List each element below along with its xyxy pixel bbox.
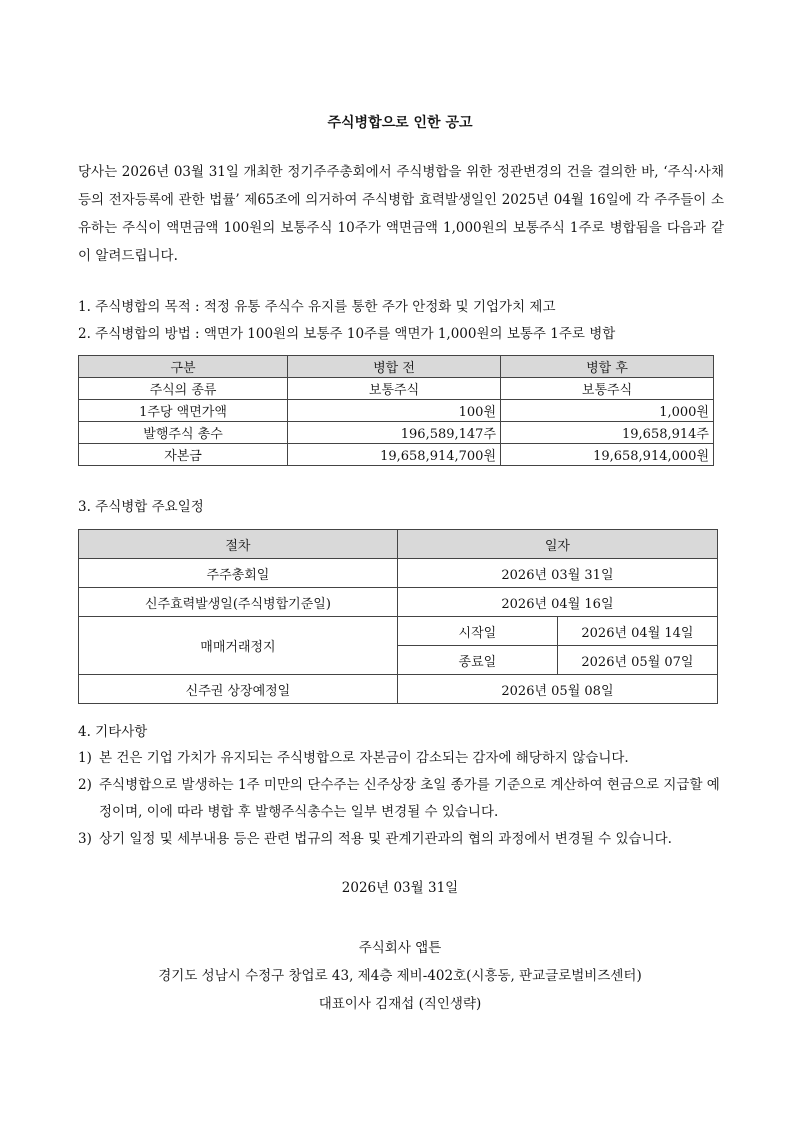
table-row (79, 400, 714, 422)
table-row (79, 444, 714, 466)
date-cell: 2026년 04월 14일 (557, 617, 717, 646)
row-label: 주식의 종류 (79, 378, 288, 400)
before-value: 196,589,147주 (288, 422, 501, 444)
after-value: 19,658,914,000원 (501, 444, 714, 466)
header-date: 일자 (397, 530, 717, 559)
merger-comparison-table (78, 355, 714, 466)
ceo-signature: 대표이사 김재섭 (직인생략) (318, 996, 482, 1012)
table-row (79, 617, 718, 646)
section-other: 4. 기타사항 (78, 724, 148, 740)
item-text: 주식병합으로 발생하는 1주 미만의 단수주는 신주상장 초일 종가를 기준으로 계산하여 현금으로 지급할 예정이며, 이에 따라 병합 후 발행주식총수는 일부 변경될 수 있습니다. (99, 777, 720, 820)
before-value: 100원 (288, 400, 501, 422)
sub-label-cell: 시작일 (397, 617, 557, 646)
notice-date: 2026년 03월 31일 (341, 880, 459, 896)
company-address: 경기도 성남시 수정구 창업로 43, 제4층 제비-402호(시흥동, 판교글로벌비즈센터) (158, 968, 642, 984)
after-value: 19,658,914주 (501, 422, 714, 444)
procedure-cell: 신주효력발생일(주식병합기준일) (79, 588, 398, 617)
table-header-row (79, 356, 714, 378)
item-number: 3) (78, 831, 92, 847)
item-number: 1) (78, 750, 92, 766)
procedure-cell: 매매거래정지 (79, 617, 398, 675)
row-label: 발행주식 총수 (79, 422, 288, 444)
header-after: 병합 후 (501, 356, 714, 378)
after-value: 1,000원 (501, 400, 714, 422)
list-item (78, 826, 728, 853)
section-purpose: 1. 주식병합의 목적 : 적정 유통 주식수 유지를 통한 주가 안정화 및 기업가치 제고 (78, 299, 556, 315)
before-value: 19,658,914,700원 (288, 444, 501, 466)
header-procedure: 절차 (79, 530, 398, 559)
procedure-cell: 주주총회일 (79, 559, 398, 588)
table-row (79, 559, 718, 588)
notice-title: 주식병합으로 인한 공고 (327, 115, 473, 131)
intro-paragraph: 당사는 2026년 03월 31일 개최한 정기주주총회에서 주식병합을 위한 정관변경의 건을 결의한 바, ‘주식·사채 등의 전자등록에 관한 법률’ 제65조에 의거하여 주식병합 효력발생일인 2025년 04월 16일에 각 주주들이 소유하는 주식이 액면금액 100원의 보통주식 10주가 액면금액 1,000원의 보통주식 1주로 병합됨을 다음과 같이 알려드립니다. (78, 164, 724, 264)
item-text: 본 건은 기업 가치가 유지되는 주식병합으로 자본금이 감소되는 감자에 해당하지 않습니다. (99, 750, 629, 766)
table-row (79, 675, 718, 704)
item-number: 2) (78, 777, 92, 793)
date-cell: 2026년 03월 31일 (397, 559, 717, 588)
before-value: 보통주식 (288, 378, 501, 400)
section-method: 2. 주식병합의 방법 : 액면가 100원의 보통주 10주를 액면가 1,000원의 보통주 1주로 병합 (78, 326, 616, 342)
header-category: 구분 (79, 356, 288, 378)
table-header-row (79, 530, 718, 559)
sub-label-cell: 종료일 (397, 646, 557, 675)
procedure-cell: 신주권 상장예정일 (79, 675, 398, 704)
after-value: 보통주식 (501, 378, 714, 400)
date-cell: 2026년 05월 07일 (557, 646, 717, 675)
date-cell: 2026년 04월 16일 (397, 588, 717, 617)
table-row (79, 422, 714, 444)
row-label: 1주당 액면가액 (79, 400, 288, 422)
section-schedule: 3. 주식병합 주요일정 (78, 499, 204, 515)
notes-list (78, 745, 728, 853)
row-label: 자본금 (79, 444, 288, 466)
item-text: 상기 일정 및 세부내용 등은 관련 법규의 적용 및 관계기관과의 협의 과정에서 변경될 수 있습니다. (99, 831, 672, 847)
date-cell: 2026년 05월 08일 (397, 675, 717, 704)
header-before: 병합 전 (288, 356, 501, 378)
list-item (78, 772, 728, 826)
table-row (79, 378, 714, 400)
list-item (78, 745, 728, 772)
table-row (79, 588, 718, 617)
schedule-table (78, 529, 718, 704)
company-name: 주식회사 앱튼 (358, 940, 442, 956)
